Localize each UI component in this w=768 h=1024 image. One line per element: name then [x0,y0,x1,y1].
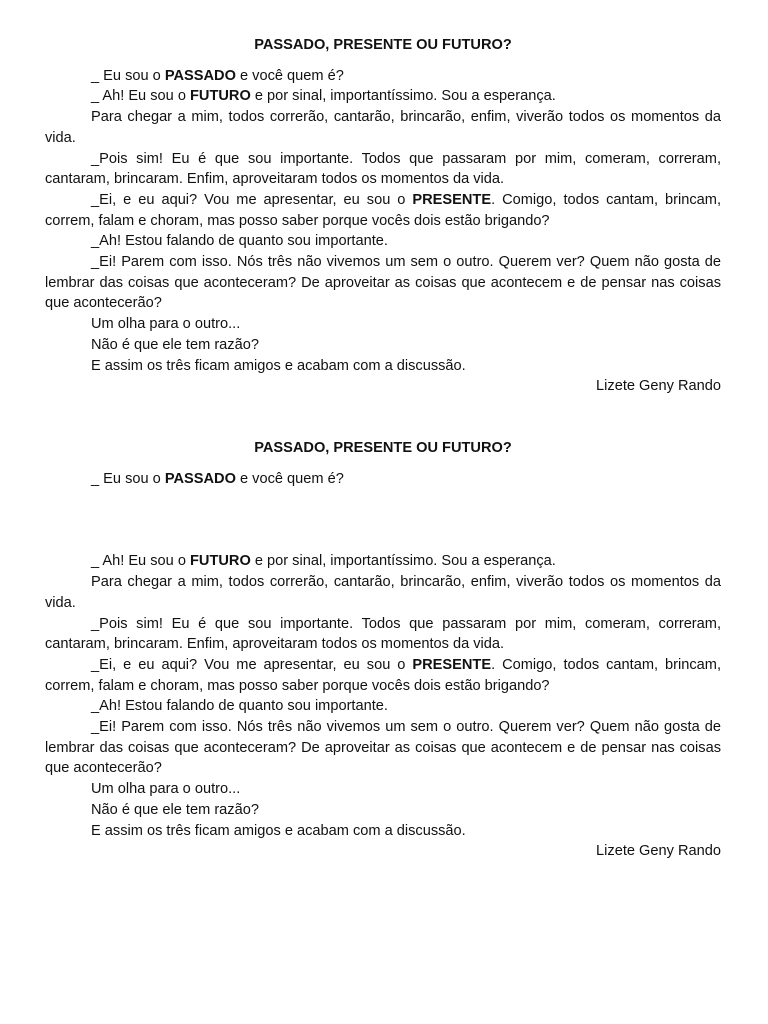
dialogue-line-futuro: _ Ah! Eu sou o FUTURO e por sinal, importantíssimo. Sou a esperança. [91,88,556,105]
dialogue-line: Um olha para o outro... [91,316,241,333]
dialogue-line: E assim os três ficam amigos e acabam com a discussão. [91,822,466,839]
dialogue-line: _Pois sim! Eu é que sou importante. Todos que passaram por mim, comeram, correram, cantaram, brincaram. Enfim, aproveitaram todos os momentos da vida. [45,615,721,653]
dialogue-line-passado: _ Eu sou o PASSADO e você quem é? [91,470,344,487]
dialogue-line: _Pois sim! Eu é que sou importante. Todos que passaram por mim, comeram, correram, cantaram, brincaram. Enfim, aproveitaram todos os momentos da vida. [45,150,721,188]
dialogue-line-presente: _Ei, e eu aqui? Vou me apresentar, eu sou o PRESENTE. Comigo, todos cantam, brincam, correm, falam e choram, mas posso saber porque vocês dois estão brigando? [45,656,721,694]
dialogue-line-passado: _ Eu sou o PASSADO e você quem é? [91,67,344,84]
dialogue-line: Para chegar a mim, todos correrão, cantarão, brincarão, enfim, viverão todos os momentos da vida. [45,574,721,611]
dialogue-line: _Ah! Estou falando de quanto sou importante. [91,233,388,250]
dialogue-line: Um olha para o outro... [91,781,241,798]
story-section-2 [45,438,721,862]
author-name: Lizete Geny Rando [596,843,721,860]
dialogue-line: _Ah! Estou falando de quanto sou importante. [91,698,388,715]
dialogue-line: Não é que ele tem razão? [91,801,259,818]
dialogue-line: _Ei! Parem com isso. Nós três não vivemos um sem o outro. Querem ver? Quem não gosta de lembrar das coisas que aconteceram? De aproveitar as coisas que acontecem e de pensar nas coisas que acontecerão? [45,719,721,777]
story-title: PASSADO, PRESENTE OU FUTURO? [254,440,512,456]
dialogue-line-presente: _Ei, e eu aqui? Vou me apresentar, eu sou o PRESENTE. Comigo, todos cantam, brincam, correm, falam e choram, mas posso saber porque vocês dois estão brigando? [45,191,721,229]
story-title: PASSADO, PRESENTE OU FUTURO? [254,37,512,53]
story-section-1 [45,35,721,397]
dialogue-line: E assim os três ficam amigos e acabam com a discussão. [91,357,466,374]
dialogue-line-futuro: _ Ah! Eu sou o FUTURO e por sinal, importantíssimo. Sou a esperança. [91,553,556,570]
dialogue-line: _Ei! Parem com isso. Nós três não vivemos um sem o outro. Querem ver? Quem não gosta de lembrar das coisas que aconteceram? De aproveitar as coisas que acontecem e de pensar nas coisas que acontecerão? [45,254,721,312]
dialogue-line: Para chegar a mim, todos correrão, cantarão, brincarão, enfim, viverão todos os momentos da vida. [45,109,721,146]
blank-space [45,489,721,551]
dialogue-line: Não é que ele tem razão? [91,336,259,353]
author-name: Lizete Geny Rando [596,378,721,395]
